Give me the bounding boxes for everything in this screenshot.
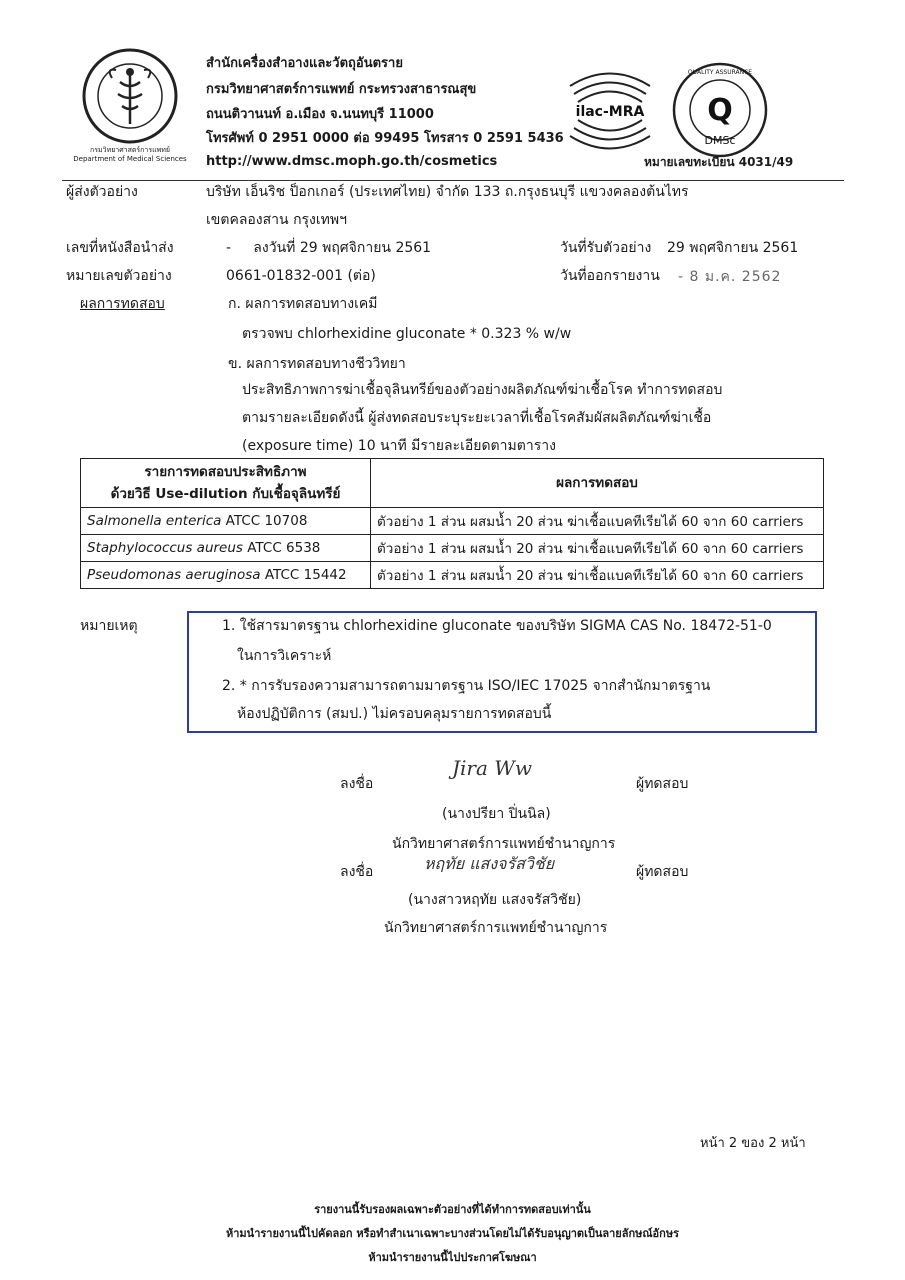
signer-title-1: นักวิทยาศาสตร์การแพทย์ชำนาญการ (392, 836, 616, 852)
letter-label: เลขที่หนังสือนำส่ง (66, 240, 174, 256)
footer-line3: ห้ามนำรายงานนี้ไปประกาศโฆษณา (368, 1251, 537, 1264)
sample-label: หมายเลขตัวอย่าง (66, 268, 172, 284)
sender-line1: บริษัท เอ็นริช ป็อกเกอร์ (ประเทศไทย) จำกัด 133 ถ.กรุงธนบุรี แขวงคลองต้นไทร (206, 184, 689, 200)
signer-title-2: นักวิทยาศาสตร์การแพทย์ชำนาญการ (384, 920, 608, 936)
ilac-mra-logo (560, 66, 660, 156)
org-website: http://www.dmsc.moph.go.th/cosmetics (206, 154, 498, 169)
received-label: วันที่รับตัวอย่าง (560, 240, 652, 256)
ministry-seal-logo (82, 48, 178, 144)
received-value: 29 พฤศจิกายน 2561 (667, 240, 799, 256)
remark-2-line2: ห้องปฏิบัติการ (สมป.) ไม่ครอบคลุมรายการทดสอบนี้ (237, 706, 552, 722)
signer-name-2: (นางสาวหฤทัย แสงจรัสวิชัย) (408, 892, 582, 908)
issued-label: วันที่ออกรายงาน (560, 268, 660, 284)
table-row (81, 562, 824, 589)
sign-label-2: ลงชื่อ (340, 864, 374, 880)
quality-assurance-logo (670, 60, 770, 160)
ilac-mra-text: ilac-MRA (575, 104, 645, 120)
table-header-result: ผลการทดสอบ (371, 459, 824, 508)
signer-name-1: (นางปรียา ปิ่นนิล) (442, 806, 551, 822)
issued-date-stamp: - 8 ม.ค. 2562 (678, 269, 782, 285)
remarks-label: หมายเหตุ (80, 618, 138, 634)
table-header-test: รายการทดสอบประสิทธิภาพ ด้วยวิธี Use-dilution กับเชื้อจุลินทรีย์ (81, 459, 371, 508)
table-header-row (81, 459, 824, 508)
results-table (80, 458, 824, 589)
result-cell: ตัวอย่าง 1 ส่วน ผสมน้ำ 20 ส่วน ฆ่าเชื้อแบคทีเรียได้ 60 จาก 60 carriers (371, 508, 824, 535)
organism-cell: Salmonella enterica ATCC 10708 (81, 508, 371, 535)
remark-2-line1: 2. * การรับรองความสามารถตามมาตรฐาน ISO/IEC 17025 จากสำนักมาตรฐาน (222, 678, 711, 694)
signer-role-2: ผู้ทดสอบ (636, 864, 689, 880)
result-cell: ตัวอย่าง 1 ส่วน ผสมน้ำ 20 ส่วน ฆ่าเชื้อแบคทีเรียได้ 60 จาก 60 carriers (371, 562, 824, 589)
footer-line2: ห้ามนำรายงานนี้ไปคัดลอก หรือทำสำเนาเฉพาะบางส่วนโดยไม่ได้รับอนุญาตเป็นลายลักษณ์อักษร (226, 1227, 679, 1240)
org-phone: โทรศัพท์ 0 2951 0000 ต่อ 99495 โทรสาร 0 2591 5436 (206, 131, 564, 146)
organism-cell: Staphylococcus aureus ATCC 6538 (81, 535, 371, 562)
result-cell: ตัวอย่าง 1 ส่วน ผสมน้ำ 20 ส่วน ฆ่าเชื้อแบคทีเรียได้ 60 จาก 60 carriers (371, 535, 824, 562)
signer-role-1: ผู้ทดสอบ (636, 776, 689, 792)
sender-label: ผู้ส่งตัวอย่าง (66, 184, 138, 200)
sign-label-1: ลงชื่อ (340, 776, 374, 792)
bio-heading: ข. ผลการทดสอบทางชีววิทยา (228, 356, 406, 372)
signature-2: หฤทัย แสงจรัสวิชัย (424, 854, 555, 873)
chem-heading: ก. ผลการทดสอบทางเคมี (228, 296, 378, 312)
chem-result: ตรวจพบ chlorhexidine gluconate * 0.323 % w/w (242, 326, 572, 342)
logo-caption: กรมวิทยาศาสตร์การแพทย์ Department of Medical Sciences (73, 146, 187, 163)
bio-line3: (exposure time) 10 นาที มีรายละเอียดตามตาราง (242, 438, 556, 454)
q-letter: Q (707, 93, 733, 128)
bio-line2: ตามรายละเอียดดังนี้ ผู้ส่งทดสอบระบุระยะเวลาที่เชื้อโรคสัมผัสผลิตภัณฑ์ฆ่าเชื้อ (242, 410, 712, 426)
remark-1-line1: 1. ใช้สารมาตรฐาน chlorhexidine gluconate ของบริษัท SIGMA CAS No. 18472-51-0 (222, 618, 772, 634)
letter-value: - ลงวันที่ 29 พฤศจิกายน 2561 (226, 240, 432, 256)
results-label: ผลการทดสอบ (80, 296, 165, 312)
table-row (81, 535, 824, 562)
sample-value: 0661-01832-001 (ต่อ) (226, 268, 376, 284)
bio-line1: ประสิทธิภาพการฆ่าเชื้อจุลินทรีย์ของตัวอย่างผลิตภัณฑ์ฆ่าเชื้อโรค ทำการทดสอบ (242, 382, 723, 398)
org-name: สำนักเครื่องสำอางและวัตถุอันตราย (206, 56, 403, 71)
table-row (81, 508, 824, 535)
dmsc-text: DMSc (704, 134, 736, 147)
q-ring-text: QUALITY ASSURANCE (687, 69, 753, 76)
registration-number: หมายเลขทะเบียน 4031/49 (644, 155, 794, 169)
signature-1: Jira Ww (452, 756, 532, 780)
footer-line1: รายงานนี้รับรองผลเฉพาะตัวอย่างที่ได้ทำการทดสอบเท่านั้น (314, 1203, 591, 1216)
org-address: ถนนติวานนท์ อ.เมือง จ.นนทบุรี 11000 (206, 107, 434, 122)
page-number: หน้า 2 ของ 2 หน้า (700, 1136, 806, 1151)
org-department: กรมวิทยาศาสตร์การแพทย์ กระทรวงสาธารณสุข (206, 82, 477, 97)
remark-1-line2: ในการวิเคราะห์ (237, 648, 332, 664)
sender-line2: เขตคลองสาน กรุงเทพฯ (206, 212, 347, 228)
organism-cell: Pseudomonas aeruginosa ATCC 15442 (81, 562, 371, 589)
